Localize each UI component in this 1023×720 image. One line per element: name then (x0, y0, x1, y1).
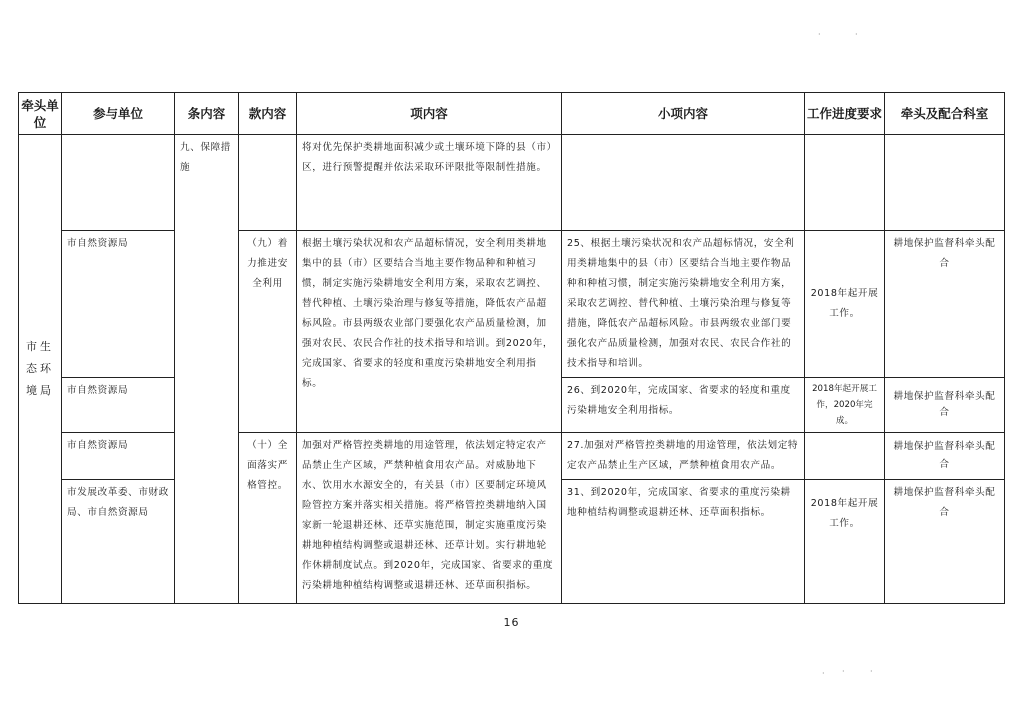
progress-cell (805, 135, 885, 231)
participants-cell: 市自然资源局 (62, 231, 175, 378)
scan-speck: · (855, 30, 858, 39)
subitem-cell: 31、到2020年，完成国家、省要求的重度污染耕地种植结构调整或退耕还林、还草面积指标。 (562, 480, 805, 604)
table-row (19, 135, 1005, 231)
scan-speck: · (870, 667, 873, 676)
scan-speck: · (818, 30, 821, 39)
table-row (19, 433, 1005, 480)
header-lead-unit: 牵头单位 (19, 93, 62, 135)
header-participants: 参与单位 (62, 93, 175, 135)
office-cell (885, 135, 1005, 231)
clause-cell: （十）全面落实严格管控。 (239, 433, 297, 604)
article-cell: 九、保障措施 (175, 135, 239, 604)
participants-cell: 市自然资源局 (62, 433, 175, 480)
header-office: 牵头及配合科室 (885, 93, 1005, 135)
clause-cell: （九）着力推进安全利用 (239, 231, 297, 433)
participants-cell: 市自然资源局 (62, 378, 175, 433)
header-article: 条内容 (175, 93, 239, 135)
progress-cell: 2018年起开展工作，2020年完成。 (805, 378, 885, 433)
item-cell: 根据土壤污染状况和农产品超标情况，安全利用类耕地集中的县（市）区要结合当地主要作物品种和种植习惯，制定实施污染耕地安全利用方案，采取农艺调控、替代种植、土壤污染治理与修复等措施，降低农产品超标风险。市县两级农业部门要强化农产品质量检测，加强对农民、农民合作社的技术指导和培训。到2020年，完成国家、省要求的轻度和重度污染耕地安全利用指标。 (297, 231, 562, 433)
progress-cell: 2018年起开展工作。 (805, 231, 885, 378)
page-number: 16 (503, 616, 520, 629)
subitem-cell (562, 135, 805, 231)
task-table (18, 92, 1005, 604)
subitem-cell: 27.加强对严格管控类耕地的用途管理，依法划定特定农产品禁止生产区域，严禁种植食用农产品。 (562, 433, 805, 480)
clause-cell (239, 135, 297, 231)
office-cell: 耕地保护监督科牵头配合 (885, 231, 1005, 378)
lead-unit-cell: 市生态环境局 (19, 135, 62, 604)
participants-cell: 市发展改革委、市财政局、市自然资源局 (62, 480, 175, 604)
progress-cell (805, 433, 885, 480)
header-item: 项内容 (297, 93, 562, 135)
office-cell: 耕地保护监督科牵头配合 (885, 480, 1005, 604)
header-clause: 款内容 (239, 93, 297, 135)
scan-speck: · (822, 669, 825, 678)
subitem-cell: 25、根据土壤污染状况和农产品超标情况，安全利用类耕地集中的县（市）区要结合当地主要作物品种和种植习惯，制定实施污染耕地安全利用方案，采取农艺调控、替代种植、土壤污染治理与修复等措施，降低农产品超标风险。市县两级农业部门要强化农产品质量检测，加强对农民、农民合作社的技术指导和培训。 (562, 231, 805, 378)
office-cell: 耕地保护监督科牵头配合 (885, 378, 1005, 433)
scan-speck: · (842, 667, 845, 676)
subitem-cell: 26、到2020年，完成国家、省要求的轻度和重度污染耕地安全利用指标。 (562, 378, 805, 433)
header-row (19, 93, 1005, 135)
header-subitem: 小项内容 (562, 93, 805, 135)
progress-cell: 2018年起开展工作。 (805, 480, 885, 604)
office-cell: 耕地保护监督科牵头配合 (885, 433, 1005, 480)
participants-cell (62, 135, 175, 231)
item-cell: 加强对严格管控类耕地的用途管理，依法划定特定农产品禁止生产区域，严禁种植食用农产品。对威胁地下水、饮用水水源安全的，有关县（市）区要制定环境风险管控方案并落实相关措施。将严格管控类耕地纳入国家新一轮退耕还林、还草实施范围，制定实施重度污染耕地种植结构调整或退耕还林、还草计划。实行耕地轮作休耕制度试点。到2020年，完成国家、省要求的重度污染耕地种植结构调整或退耕还林、还草面积指标。 (297, 433, 562, 604)
table-row (19, 231, 1005, 378)
item-cell: 将对优先保护类耕地面积减少或土壤环境下降的县（市）区，进行预警提醒并依法采取环评限批等限制性措施。 (297, 135, 562, 231)
header-progress: 工作进度要求 (805, 93, 885, 135)
